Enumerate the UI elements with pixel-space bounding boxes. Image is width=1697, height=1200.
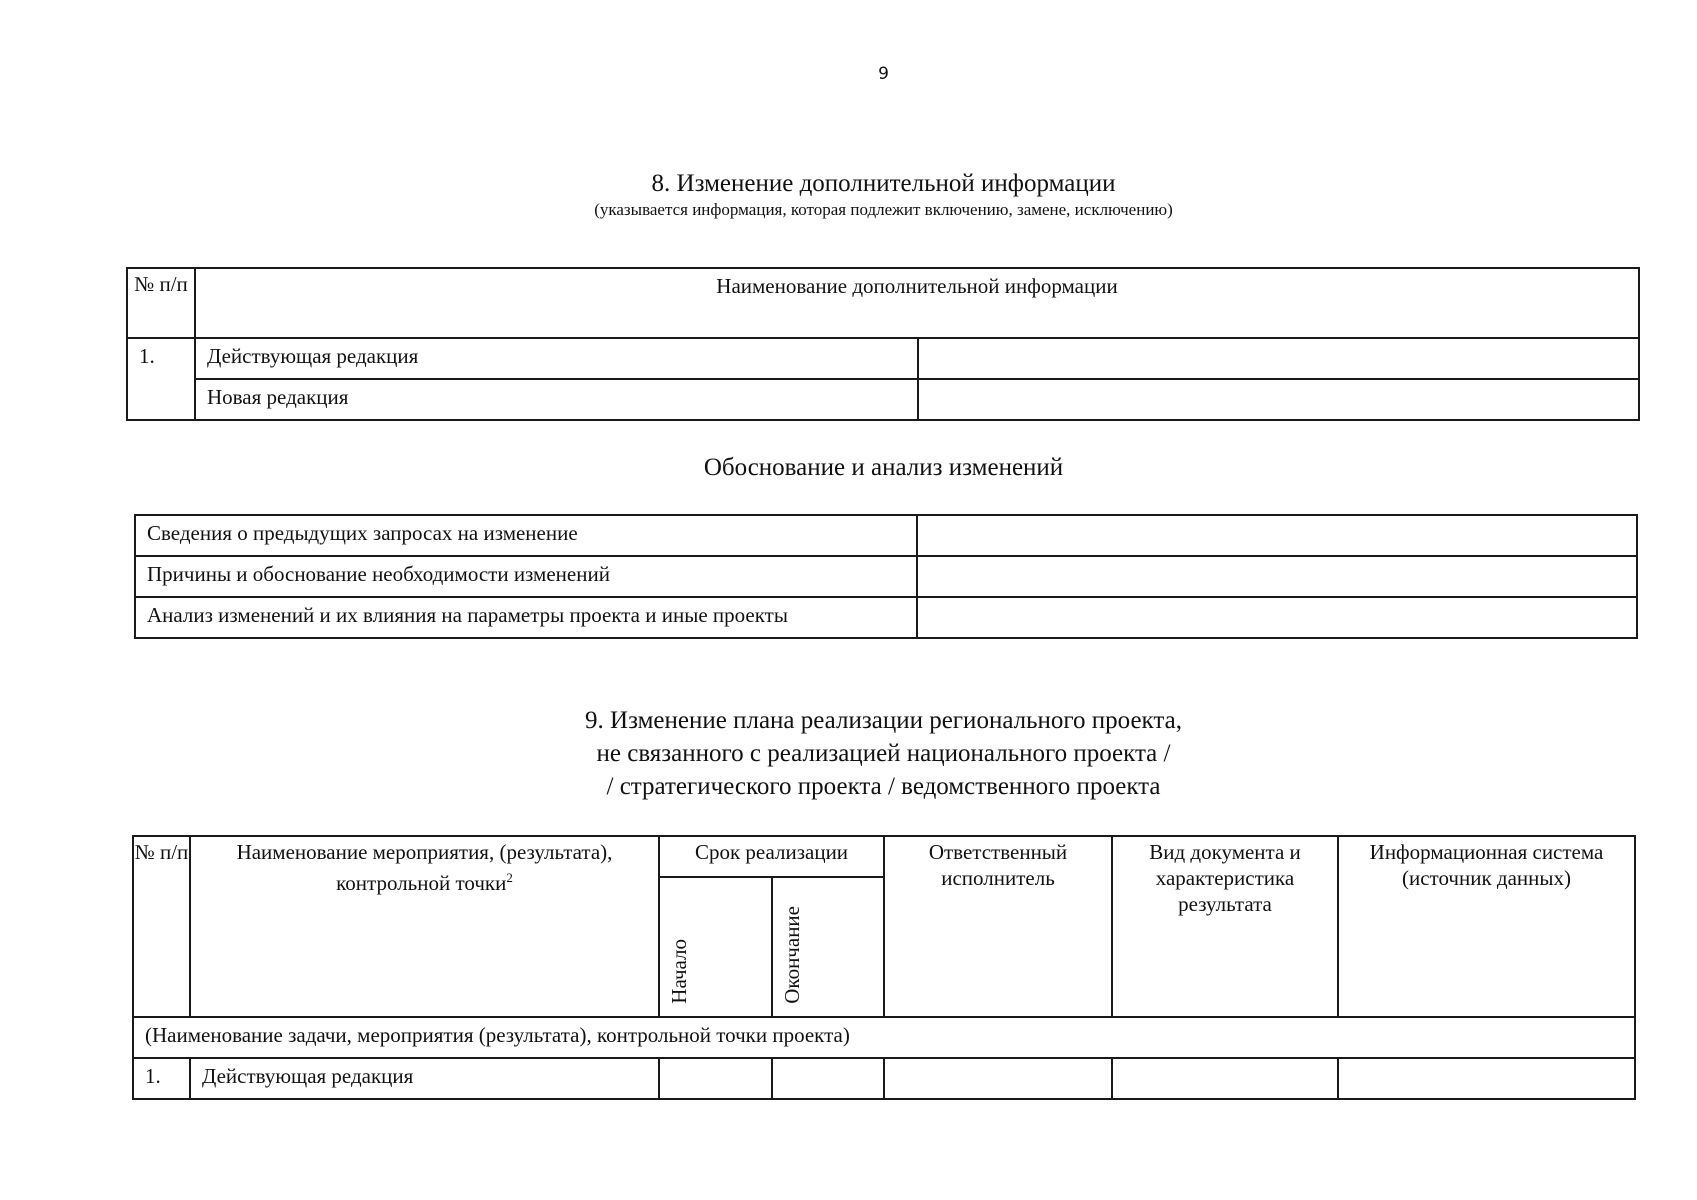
column-header-term: Срок реализации [659,836,884,877]
info-system-cell[interactable] [1338,1058,1635,1099]
table-header-row [133,836,1635,877]
additional-info-table [126,267,1640,421]
group-row-label: (Наименование задачи, мероприятия (результата), контрольной точки проекта) [133,1017,1635,1058]
implementation-plan-table [132,835,1636,1100]
table-row [135,515,1637,556]
table-group-row [133,1017,1635,1058]
justification-table [134,514,1638,639]
column-header-number: № п/п [133,836,190,1017]
current-edition-label: Действующая редакция [195,338,918,379]
previous-requests-label: Сведения о предыдущих запросах на изменение [135,515,917,556]
start-date-cell[interactable] [659,1058,772,1099]
page-number: 9 [878,64,889,84]
table-row [133,1058,1635,1099]
column-header-info-system: Информационная система (источник данных) [1338,836,1635,1017]
column-header-info-name: Наименование дополнительной информации [195,268,1639,338]
section-9-title-line-2: не связанного с реализацией национального проекта / [596,740,1171,767]
table-header-row [127,268,1639,338]
table-row [135,556,1637,597]
section-9-title-line-3: / стратегического проекта / ведомственного проекта [606,773,1161,800]
table-row [135,597,1637,638]
column-header-start [659,877,772,1017]
row-number: 1. [133,1058,190,1099]
change-reasons-value[interactable] [917,556,1637,597]
table-row [127,379,1639,420]
row-number: 1. [127,338,195,420]
column-header-activity-name [190,836,659,1017]
change-analysis-label: Анализ изменений и их влияния на параметры проекта и иные проекты [135,597,917,638]
change-reasons-label: Причины и обоснование необходимости изменений [135,556,917,597]
responsible-cell[interactable] [884,1058,1112,1099]
column-header-activity-name-text: Наименование мероприятия, (результата), контрольной точки [236,840,613,895]
column-header-start-text: Начало [667,939,691,1004]
change-analysis-value[interactable] [917,597,1637,638]
new-edition-value[interactable] [918,379,1639,420]
column-header-end-text: Окончание [780,906,804,1004]
column-header-number: № п/п [127,268,195,338]
current-edition-label: Действующая редакция [190,1058,659,1099]
section-8-title: 8. Изменение дополнительной информации [651,170,1116,197]
end-date-cell[interactable] [772,1058,884,1099]
table-row [127,338,1639,379]
current-edition-value[interactable] [918,338,1639,379]
section-9-title-line-1: 9. Изменение плана реализации регионального проекта, [585,707,1182,734]
section-8-subtitle: (указывается информация, которая подлежит включению, замене, исключению) [594,200,1173,219]
column-header-document: Вид документа и характеристика результата [1112,836,1338,1017]
column-header-end [772,877,884,1017]
previous-requests-value[interactable] [917,515,1637,556]
new-edition-label: Новая редакция [195,379,918,420]
document-cell[interactable] [1112,1058,1338,1099]
column-header-responsible: Ответственный исполнитель [884,836,1112,1017]
justification-title: Обоснование и анализ изменений [703,454,1064,481]
footnote-marker: 2 [506,870,513,885]
